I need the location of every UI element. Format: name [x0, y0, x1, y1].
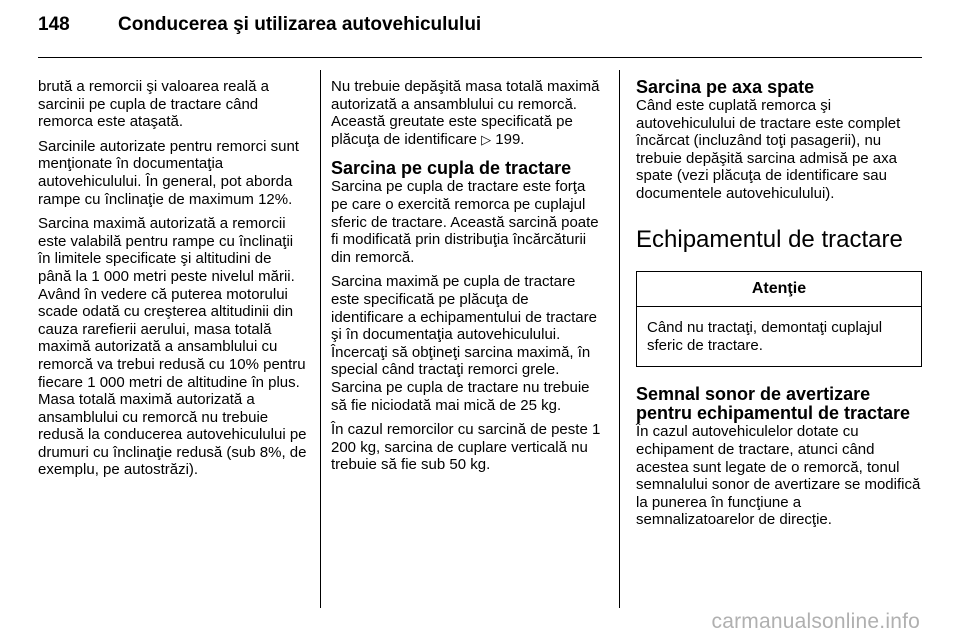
page-reference-link[interactable]: 199. [495, 130, 525, 148]
column-left [38, 78, 308, 486]
paragraph: În cazul remorcilor cu sarcină de peste 1 200 kg, sarcina de cuplare verticală nu trebuie să fie sub 50 kg. [331, 421, 601, 474]
page-number: 148 [38, 14, 70, 35]
watermark: carmanualsonline.info [711, 610, 920, 633]
caution-text: Când nu tractaţi, demontaţi cuplajul sferic de tractare. [647, 319, 883, 354]
paragraph: Sarcina maximă pe cupla de tractare este specificată pe plăcuţa de identificare a echipamentului de tractare şi în documentaţia autovehiculului. Încercaţi să obţineţi sarcina maximă, în special când tractaţi remorci grele. Sarcina pe cupla de tractare nu trebuie să fie niciodată mai mică de 25 kg. [331, 273, 597, 414]
page-reference-arrow-icon: ▷ [481, 131, 492, 147]
column-right [636, 78, 922, 536]
column-divider-left [320, 70, 321, 608]
paragraph [331, 78, 605, 148]
paragraph-text: Nu trebuie depăşită masa totală maximă autorizată a ansamblului cu remorcă. Această greutate este specificată pe plăcuţa de identificare [331, 78, 600, 148]
page-header [38, 14, 922, 44]
paragraph: Sarcinile autorizate pentru remorci sunt menţionate în documentaţia autovehiculului. În general, pot aborda rampe cu înclinaţie de maximum 12%. [38, 137, 299, 208]
section-heading-towing-equipment: Echipamentul de tractare [636, 225, 903, 253]
header-rule [38, 57, 922, 58]
section-heading-coupling-load: Sarcina pe cupla de tractare [331, 158, 572, 179]
section-heading-warning-signal: Semnal sonor de avertizare pentru echipamentul de tractare [636, 384, 911, 424]
paragraph: Când este cuplată remorca şi autovehiculului de tractare este complet încărcat (incluzând toţi pasagerii), nu trebuie depăşită sarcina admisă pe axa spate (vezi plăcuţa de identificare sau documentele autovehiculului). [636, 97, 901, 202]
caution-title: Atenţie [637, 272, 921, 308]
paragraph: În cazul autovehiculelor dotate cu echipament de tractare, atunci când acestea sunt legate de o remorcă, tonul semnalului sonor de avertizare se modifică la punerea în funcţiune a semnalizatoarelor de direcţie. [636, 423, 921, 529]
paragraph: Sarcina pe cupla de tractare este forţa pe care o exercită remorca pe cuplajul sferic de tractare. Această sarcină poate fi modificată prin distribuţia încărcăturii din remorcă. [331, 178, 599, 266]
column-divider-right [619, 70, 620, 608]
caution-box [636, 271, 922, 368]
column-middle [331, 78, 605, 481]
paragraph: brută a remorcii şi valoarea reală a sarcinii pe cupla de tractare când remorca este ataşată. [38, 78, 269, 131]
page-title: Conducerea şi utilizarea autovehiculului [118, 14, 482, 35]
paragraph: Sarcina maximă autorizată a remorcii este valabilă pentru rampe cu înclinaţii în limitele specificate şi altitudini de până la 1 000 metri peste nivelul mării. Având în vedere că puterea motorului scade odată cu creşterea altitudinii din cauza rarefierii aerului, masa totală maximă autorizată a ansamblului cu remorcă va trebui redusă cu 10% pentru fiecare 1 000 metri de altitudine în plus. Masa totală maximă autorizată a ansamblului cu remorcă nu trebuie redusă la conducerea autovehiculului pe drumuri cu înclinaţie redusă (sub 8%, de exemplu, pe autostrăzi). [38, 215, 307, 479]
section-heading-rear-axle-load: Sarcina pe axa spate [636, 77, 815, 97]
